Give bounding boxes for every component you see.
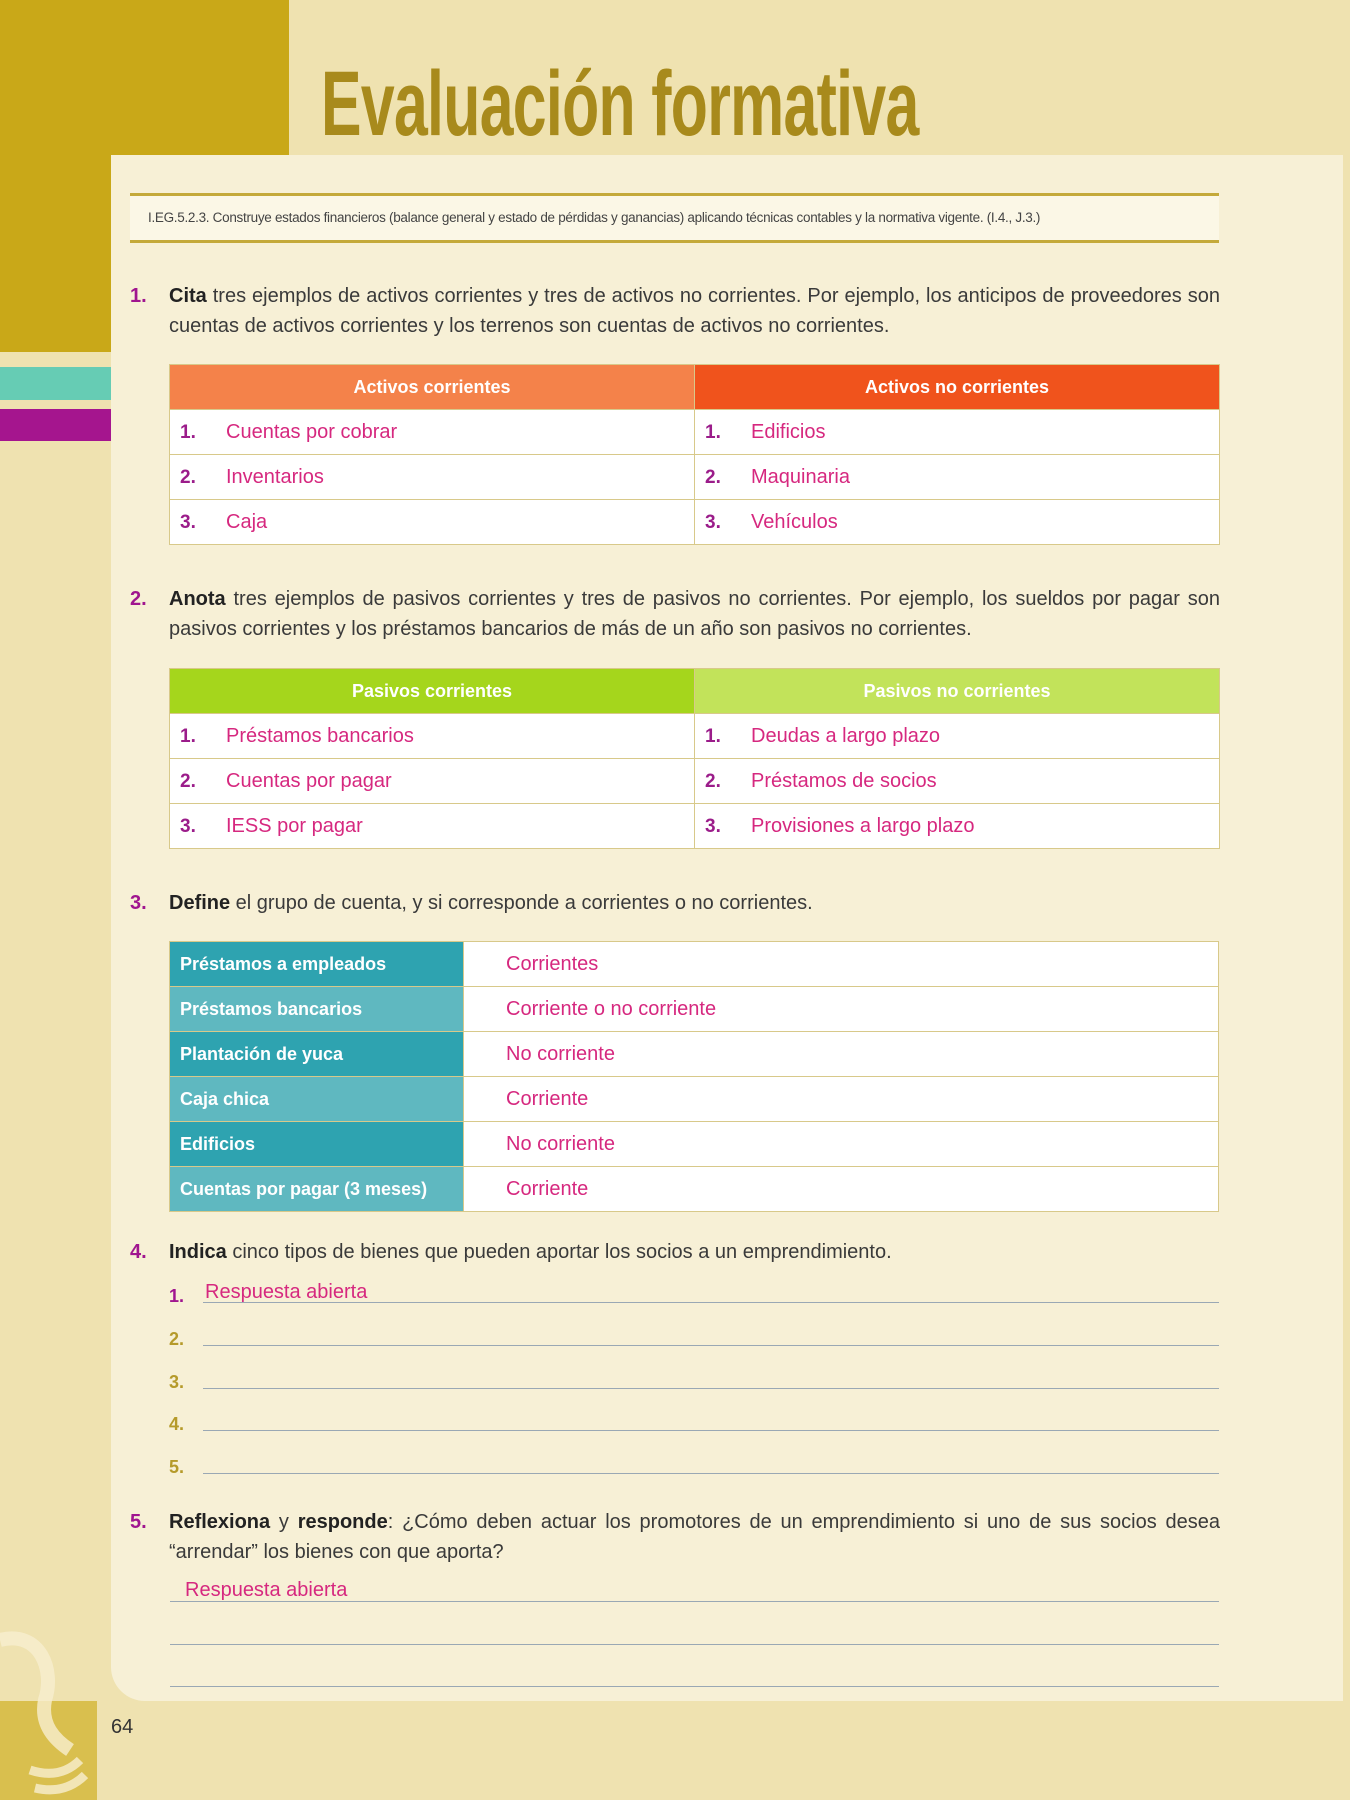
question-1	[130, 281, 1220, 341]
table-row: 2. Cuentas por pagar 2. Préstamos de socios	[170, 759, 1220, 804]
header-activos-no-corrientes: Activos no corrientes	[695, 365, 1220, 410]
table-row: Préstamos bancarios Corriente o no corriente	[170, 987, 1219, 1032]
question-number: 5.	[130, 1511, 147, 1533]
answer-line[interactable]	[203, 1388, 1219, 1389]
line-number: 2.	[169, 1329, 185, 1349]
answer-cell[interactable]: Caja	[226, 510, 268, 533]
q-text: tres ejemplos de activos corrientes y tres de activos no corrientes. Por ejemplo, los anticipos de proveedores son cuentas de activos corrientes y los terrenos son cuentas de activos no corrientes.	[169, 285, 1220, 337]
pasivos-table	[169, 668, 1220, 849]
answer-cell[interactable]: Corriente	[464, 1167, 1219, 1212]
line-number: 5.	[169, 1457, 185, 1477]
answer-cell[interactable]: Corriente o no corriente	[464, 987, 1219, 1032]
line-number: 3.	[169, 1372, 185, 1392]
table-row: 2. Inventarios 2. Maquinaria	[170, 455, 1220, 500]
page-title: Evaluación formativa	[321, 53, 919, 155]
header-activos-corrientes: Activos corrientes	[170, 365, 695, 410]
q-verb: Cita	[169, 285, 207, 307]
answer-cell[interactable]: Deudas a largo plazo	[751, 724, 941, 747]
table-row: 3. Caja 3. Vehículos	[170, 500, 1220, 545]
line-number: 4.	[169, 1414, 185, 1434]
answer-line[interactable]	[203, 1302, 1219, 1303]
answer-cell[interactable]: Préstamos de socios	[751, 769, 937, 792]
q-verb: Reflexiona	[169, 1511, 271, 1533]
header-pasivos-no-corrientes: Pasivos no corrientes	[695, 669, 1220, 714]
table-row: Plantación de yuca No corriente	[170, 1032, 1219, 1077]
lightbulb-icon	[0, 1630, 100, 1800]
answer-line[interactable]	[170, 1644, 1219, 1645]
question-number: 4.	[130, 1241, 147, 1263]
answer-line[interactable]	[170, 1601, 1219, 1602]
answer-line[interactable]	[203, 1430, 1219, 1431]
answer-line[interactable]	[170, 1686, 1219, 1687]
question-5: 5. Reflexiona y responde: ¿Cómo deben actuar los promotores de un emprendimiento si uno de sus socios desea “arrendar” los bienes con que aporta?	[130, 1507, 1220, 1567]
table-row: Edificios No corriente	[170, 1122, 1219, 1167]
answer-cell[interactable]: Inventarios	[226, 465, 324, 488]
question-number: 1.	[130, 285, 147, 307]
q-verb: Indica	[169, 1241, 227, 1263]
question-2	[130, 584, 1220, 644]
table-row: 3. IESS por pagar 3. Provisiones a largo plazo	[170, 804, 1220, 849]
answer-cell[interactable]: Vehículos	[751, 510, 838, 533]
question-number: 3.	[130, 892, 147, 914]
q-text: tres ejemplos de pasivos corrientes y tres de pasivos no corrientes. Por ejemplo, los sueldos por pagar son pasivos corrientes y los préstamos bancarios de más de un año son pasivos no corrientes.	[169, 588, 1220, 640]
q-verb: responde	[297, 1511, 388, 1533]
answer-line[interactable]	[203, 1473, 1219, 1474]
header-pasivos-corrientes: Pasivos corrientes	[170, 669, 695, 714]
answer-cell[interactable]: Corrientes	[464, 942, 1219, 987]
table-row: 1. Cuentas por cobrar 1. Edificios	[170, 410, 1220, 455]
question-3	[130, 888, 1220, 918]
answer-line[interactable]	[203, 1345, 1219, 1346]
question-4	[130, 1237, 1220, 1267]
activos-table	[169, 364, 1220, 545]
answer-cell[interactable]: Maquinaria	[751, 465, 850, 488]
table-row: 1. Préstamos bancarios 1. Deudas a largo plazo	[170, 714, 1220, 759]
answer-cell[interactable]: No corriente	[464, 1122, 1219, 1167]
q-verb: Define	[169, 892, 231, 914]
q-verb: Anota	[169, 588, 226, 610]
purple-tab	[0, 409, 111, 441]
answer-text[interactable]: Respuesta abierta	[205, 1281, 368, 1303]
answer-cell[interactable]: No corriente	[464, 1032, 1219, 1077]
answer-cell[interactable]: IESS por pagar	[226, 814, 363, 837]
page-number: 64	[111, 1716, 134, 1738]
skill-standard: I.EG.5.2.3. Construye estados financieros (balance general y estado de pérdidas y ganancias) aplicando técnicas contables y la normativa vigente. (I.4., J.3.)	[130, 193, 1219, 243]
q-text: : ¿Cómo deben actuar los promotores de un emprendimiento si uno de sus socios desea “arrendar” los bienes con que aporta?	[169, 1511, 1220, 1563]
answer-cell[interactable]: Edificios	[751, 420, 826, 443]
q-text: cinco tipos de bienes que pueden aportar los socios a un emprendimiento.	[226, 1241, 892, 1263]
question-number: 2.	[130, 588, 147, 610]
cuentas-table	[169, 941, 1219, 1212]
q-text: el grupo de cuenta, y si corresponde a corrientes o no corrientes.	[230, 892, 813, 914]
table-row: Caja chica Corriente	[170, 1077, 1219, 1122]
answer-cell[interactable]: Cuentas por pagar	[226, 769, 392, 792]
answer-cell[interactable]: Préstamos bancarios	[226, 724, 414, 747]
teal-tab	[0, 367, 111, 400]
line-number: 1.	[169, 1286, 185, 1306]
answer-cell[interactable]: Provisiones a largo plazo	[751, 814, 975, 837]
answer-text[interactable]: Respuesta abierta	[185, 1579, 348, 1601]
answer-cell[interactable]: Cuentas por cobrar	[226, 420, 398, 443]
table-row: Préstamos a empleados Corrientes	[170, 942, 1219, 987]
answer-cell[interactable]: Corriente	[464, 1077, 1219, 1122]
table-row: Cuentas por pagar (3 meses) Corriente	[170, 1167, 1219, 1212]
